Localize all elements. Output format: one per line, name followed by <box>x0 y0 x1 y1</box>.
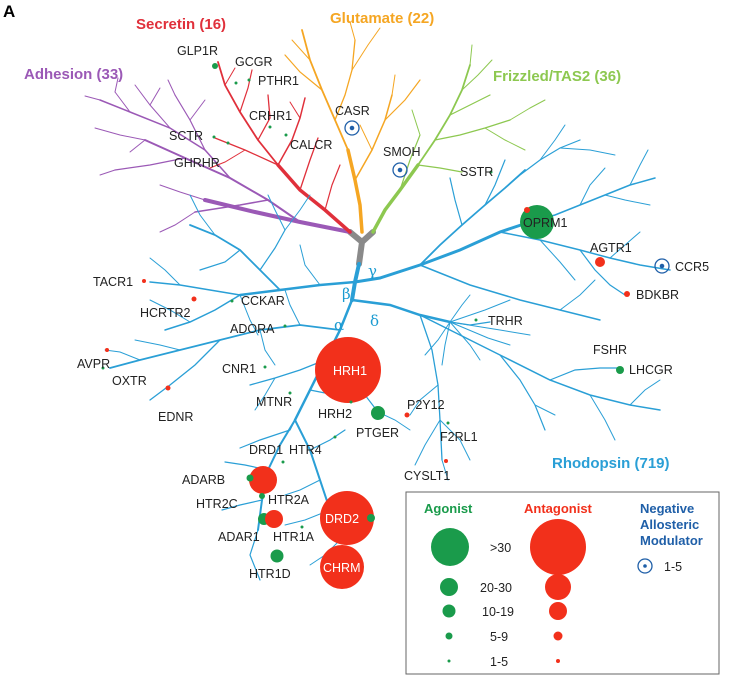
family-label-glutamate: Glutamate (22) <box>330 10 435 27</box>
antagonist-dot-oprm1 <box>524 207 530 213</box>
panel-letter: A <box>3 2 16 21</box>
family-label-secretin: Secretin (16) <box>136 16 227 33</box>
label-glp1r: GLP1R <box>177 44 218 58</box>
antagonist-dot-cysltr1 <box>444 459 448 463</box>
label-bdkbr: BDKBR <box>636 288 680 302</box>
label-htr2a: HTR2A <box>268 493 309 507</box>
legend-agonist-size-20-30 <box>440 578 458 596</box>
label-fshr: FSHR <box>593 343 628 357</box>
label-mtnr: MTNR <box>256 395 293 409</box>
legend-range-1-5: 1-5 <box>490 655 509 669</box>
agonist-bubble-htr1d <box>271 550 284 563</box>
gamma-label: γ <box>368 262 377 280</box>
legend-antagonist-size-1-5 <box>556 659 560 663</box>
antagonist-dot-tacr1 <box>142 279 146 283</box>
root-branches <box>350 232 373 264</box>
label-hrh1: HRH1 <box>333 364 368 378</box>
label-avpr: AVPR <box>77 357 111 371</box>
legend-antagonist-size-30plus <box>530 519 586 575</box>
legend-agonist-size-30plus <box>431 528 469 566</box>
label-htr4: HTR4 <box>289 443 322 457</box>
label-drd2: DRD2 <box>325 512 360 526</box>
label-calcr: CALCR <box>290 138 333 152</box>
nam-marker-ccr5 <box>655 259 669 273</box>
label-casr: CASR <box>335 104 370 118</box>
antagonist-bubble-agtr1 <box>595 257 605 267</box>
label-htr2c: HTR2C <box>196 497 238 511</box>
label-ptger: PTGER <box>356 426 400 440</box>
label-htr1d: HTR1D <box>249 567 291 581</box>
label-lhcgr: LHCGR <box>629 363 673 377</box>
label-hrh2: HRH2 <box>318 407 353 421</box>
legend-antagonist-title: Antagonist <box>524 501 592 516</box>
label-sstr: SSTR <box>460 165 494 179</box>
legend-agonist-size-1-5 <box>448 660 451 663</box>
label-agtr1: AGTR1 <box>590 241 632 255</box>
legend-agonist-size-10-19 <box>443 605 456 618</box>
legend-agonist-size-5-9 <box>446 633 453 640</box>
agonist-dot-adarb <box>247 475 254 482</box>
label-oprm1: OPRM1 <box>523 216 568 230</box>
nam-marker-smoh <box>393 163 407 177</box>
adhesion-clade <box>85 78 350 232</box>
family-label-rhodopsin: Rhodopsin (719) <box>552 455 670 472</box>
antagonist-bubble-adarb <box>249 466 277 494</box>
label-cnr1: CNR1 <box>222 362 257 376</box>
svg-text:Negative: Negative <box>640 501 695 516</box>
svg-text:Modulator: Modulator <box>640 533 703 548</box>
antagonist-bubble-htr2a <box>265 510 283 528</box>
legend-range-10-19: 10-19 <box>482 605 514 619</box>
label-gcgr: GCGR <box>235 55 273 69</box>
label-adarb: ADARB <box>182 473 226 487</box>
legend <box>406 492 719 674</box>
label-chrm: CHRM <box>323 561 361 575</box>
label-ghrhr: GHRHR <box>174 156 220 170</box>
family-label-adhesion: Adhesion (33) <box>24 66 124 83</box>
label-hcrtr2: HCRTR2 <box>140 306 191 320</box>
label-sctr: SCTR <box>169 129 204 143</box>
label-p2y12: P2Y12 <box>407 398 445 412</box>
delta-label: δ <box>370 312 380 330</box>
antagonist-dot-p2y12 <box>405 413 410 418</box>
legend-antagonist-size-10-19 <box>549 602 567 620</box>
label-pthr1: PTHR1 <box>258 74 299 88</box>
label-adar1: ADAR1 <box>218 530 260 544</box>
legend-nam-range: 1-5 <box>664 560 683 574</box>
agonist-dot-glp1r <box>212 63 218 69</box>
antagonist-dot-bdkbr <box>624 291 630 297</box>
nam-marker-casr <box>345 121 359 135</box>
label-smoh: SMOH <box>383 145 421 159</box>
label-adora: ADORA <box>230 322 275 336</box>
beta-label: β <box>342 285 351 303</box>
label-f2rl1: F2RL1 <box>440 430 478 444</box>
label-drd1: DRD1 <box>249 443 284 457</box>
antagonist-dot-hcrtr2 <box>192 297 197 302</box>
label-cckar: CCKAR <box>241 294 285 308</box>
agonist-dot-drd2 <box>367 514 375 522</box>
label-cysltr1: CYSLT1 <box>404 469 451 483</box>
legend-antagonist-size-20-30 <box>545 574 571 600</box>
legend-agonist-title: Agonist <box>424 501 473 516</box>
antagonist-dot-avpr <box>105 348 109 352</box>
legend-nam-title <box>640 501 703 548</box>
antagonist-dot-ednr <box>166 386 171 391</box>
legend-range-20-30: 20-30 <box>480 581 512 595</box>
label-htr1a: HTR1A <box>273 530 314 544</box>
legend-antagonist-size-5-9 <box>554 632 563 641</box>
label-oxtr: OXTR <box>112 374 147 388</box>
label-ednr: EDNR <box>158 410 194 424</box>
alpha-label: α <box>334 316 345 334</box>
agonist-dot-lhcgr <box>616 366 624 374</box>
label-trhr: TRHR <box>488 314 523 328</box>
legend-range-30plus: >30 <box>490 541 512 555</box>
label-tacr1: TACR1 <box>93 275 134 289</box>
svg-text:Allosteric: Allosteric <box>640 517 700 532</box>
agonist-bubble-ptger <box>371 406 385 420</box>
label-crhr1: CRHR1 <box>249 109 293 123</box>
agonist-dot-htr2c <box>259 493 265 499</box>
family-label-frizzled: Frizzled/TAS2 (36) <box>493 68 622 85</box>
legend-range-5-9: 5-9 <box>490 630 509 644</box>
label-ccr5: CCR5 <box>675 260 710 274</box>
